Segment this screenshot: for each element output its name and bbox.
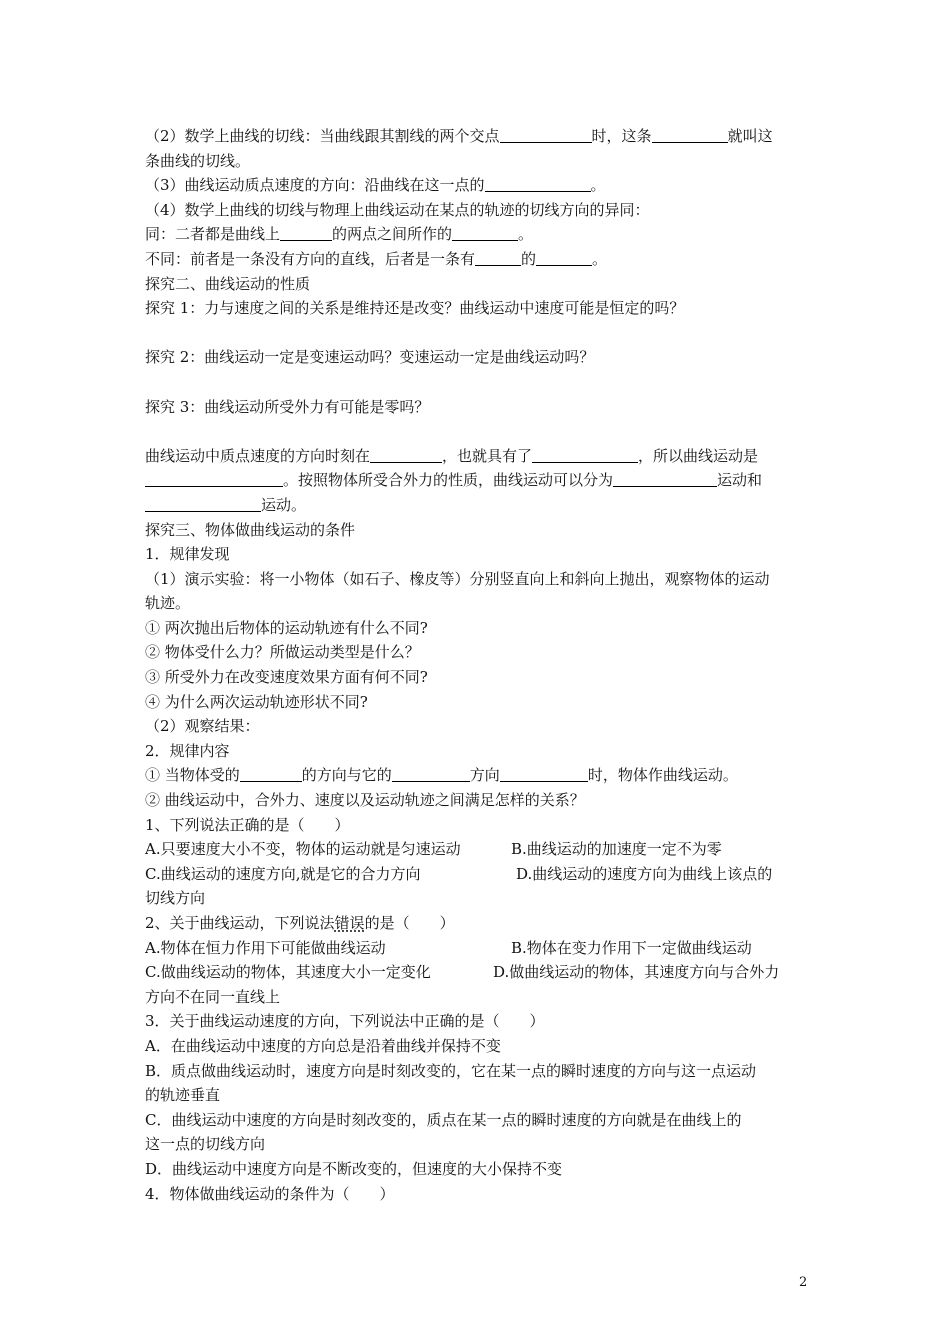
text-line: ① 当物体受的 的方向与它的 方向 时，物体作曲线运动。 <box>145 766 738 785</box>
subheading: 2．规律内容 <box>145 741 230 760</box>
text-line: （2）数学上曲线的切线：当曲线跟其割线的两个交点 时，这条 就叫这 <box>145 127 773 145</box>
list-item: ② 物体受什么力？所做运动类型是什么？ <box>145 643 420 662</box>
fill-blank[interactable] <box>536 249 592 266</box>
fill-blank[interactable] <box>652 126 728 143</box>
text-line: （1）演示实验：将一小物体（如石子、橡皮等）分别竖直向上和斜向上抛出，观察物体的运动 <box>145 569 770 588</box>
text-line: （3）曲线运动质点速度的方向：沿曲线在这一点的 。 <box>145 176 606 195</box>
option-c: C．曲线运动中速度的方向是时刻改变的，质点在某一点的瞬时速度的方向就是在曲线上的 <box>145 1110 742 1129</box>
fill-blank[interactable] <box>500 765 588 782</box>
list-item: ③ 所受外力在改变速度效果方面有何不同? <box>145 668 428 687</box>
text-line: 不同：前者是一条没有方向的直线，后者是一条有 的 。 <box>145 249 608 268</box>
fill-blank[interactable] <box>475 249 521 266</box>
option-c: C.做曲线运动的物体，其速度大小一定变化 <box>145 963 431 982</box>
fill-blank[interactable] <box>280 224 332 241</box>
fill-blank[interactable] <box>392 765 470 782</box>
document-page <box>145 124 825 1206</box>
text-line: （2）观察结果： <box>145 717 260 736</box>
fill-blank[interactable] <box>485 175 591 192</box>
fill-blank[interactable] <box>145 470 283 487</box>
fill-blank[interactable] <box>240 765 302 782</box>
option-d: D.曲线运动的速度方向为曲线上该点的 <box>516 864 773 883</box>
inquiry-question: 探究 1：力与速度之间的关系是维持还是改变？曲线运动中速度可能是恒定的吗？ <box>145 299 685 318</box>
question-stem: 3．关于曲线运动速度的方向，下列说法中正确的是（ ） <box>145 1012 545 1031</box>
fill-blank[interactable] <box>500 126 592 143</box>
fill-blank[interactable] <box>370 446 442 463</box>
list-item: ④ 为什么两次运动轨迹形状不同? <box>145 692 368 711</box>
options-row <box>145 837 825 862</box>
option-d: D．曲线运动中速度方向是不断改变的，但速度的大小保持不变 <box>145 1159 563 1178</box>
fill-blank[interactable] <box>452 224 518 241</box>
option-continuation: 这一点的切线方向 <box>145 1135 266 1154</box>
fill-blank[interactable] <box>532 446 638 463</box>
inquiry-question: 探究 2：曲线运动一定是变速运动吗？变速运动一定是曲线运动吗？ <box>145 348 595 367</box>
text-line: （4）数学上曲线的切线与物理上曲线运动在某点的轨迹的切线方向的异同： <box>145 200 650 219</box>
option-d: D.做曲线运动的物体，其速度方向与合外力 <box>493 963 780 982</box>
fill-blank[interactable] <box>145 495 261 512</box>
option-continuation: 切线方向 <box>145 889 206 908</box>
question-stem: 4．物体做曲线运动的条件为（ ） <box>145 1184 395 1203</box>
option-b: B．质点做曲线运动时，速度方向是时刻改变的，它在某一点的瞬时速度的方向与这一点运动 <box>145 1061 757 1080</box>
option-b: B.物体在变力作用下一定做曲线运动 <box>511 938 752 957</box>
options-row <box>145 862 825 887</box>
text-line: 曲线运动中质点速度的方向时刻在 ，也就具有了 ，所以曲线运动是 <box>145 446 759 465</box>
fill-blank[interactable] <box>613 470 717 487</box>
option-a: A.物体在恒力作用下可能做曲线运动 <box>145 938 386 957</box>
list-item: ② 曲线运动中，合外力、速度以及运动轨迹之间满足怎样的关系？ <box>145 791 585 810</box>
subheading: 1．规律发现 <box>145 545 230 564</box>
option-c: C.曲线运动的速度方向,就是它的合力方向 <box>145 864 421 883</box>
text-line: 运动。 <box>145 493 825 518</box>
options-row <box>145 936 825 961</box>
question-stem: 1、下列说法正确的是（ ） <box>145 815 350 834</box>
section-heading: 探究二、曲线运动的性质 <box>145 274 311 293</box>
text-line: 轨迹。 <box>145 594 191 613</box>
options-row <box>145 960 825 985</box>
question-stem: 2、关于曲线运动，下列说法错误的是（ ） <box>145 914 455 932</box>
text-line: 条曲线的切线。 <box>145 151 251 170</box>
text-line: 。按照物体所受合外力的性质，曲线运动可以分为 运动和 <box>145 468 825 493</box>
option-continuation: 的轨迹垂直 <box>145 1086 221 1105</box>
option-continuation: 方向不在同一直线上 <box>145 987 281 1006</box>
list-item: ① 两次抛出后物体的运动轨迹有什么不同? <box>145 618 428 637</box>
page-number: 2 <box>799 1275 808 1290</box>
option-a: A.只要速度大小不变，物体的运动就是匀速运动 <box>145 840 461 859</box>
text-line: 同：二者都是曲线上 的两点之间所作的 。 <box>145 225 534 244</box>
option-a: A．在曲线运动中速度的方向总是沿着曲线并保持不变 <box>145 1036 501 1055</box>
section-heading: 探究三、物体做曲线运动的条件 <box>145 520 356 539</box>
inquiry-question: 探究 3：曲线运动所受外力有可能是零吗？ <box>145 397 430 416</box>
option-b: B.曲线运动的加速度一定不为零 <box>511 840 722 859</box>
